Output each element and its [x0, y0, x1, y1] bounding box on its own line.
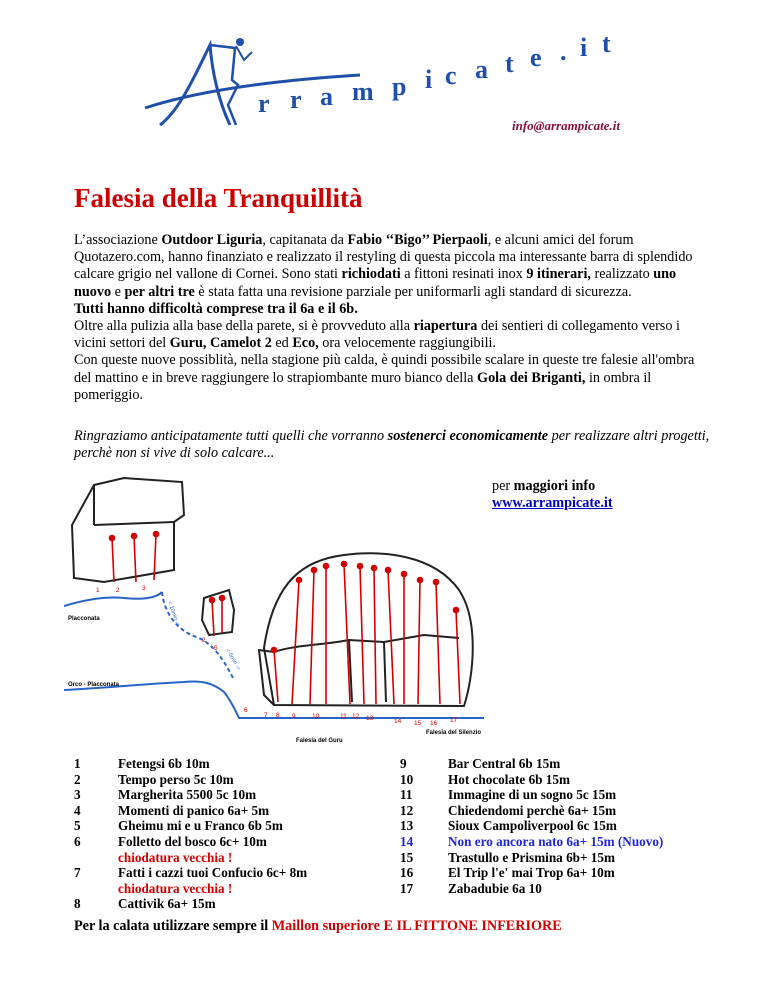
svg-text:r: r	[290, 85, 302, 114]
svg-text:r: r	[258, 89, 270, 118]
thanks-text: Ringraziamo anticipatamente tutti quelli che vorranno sostenerci economicamente per realizzare altri progetti, perchè non si vive di solo calcare...	[74, 428, 710, 462]
svg-text:2: 2	[202, 637, 206, 644]
crag-topo-diagram	[64, 470, 484, 750]
svg-text:c: c	[445, 61, 457, 90]
svg-text:e: e	[530, 43, 542, 72]
svg-text:17: 17	[450, 717, 458, 724]
page-title: Falesia della Tranquillità	[74, 183, 363, 213]
svg-text:13: 13	[366, 715, 374, 722]
website-link[interactable]: www.arrampicate.it	[492, 495, 613, 512]
svg-text:6: 6	[244, 707, 248, 714]
svg-text:i: i	[425, 65, 433, 94]
svg-text:2: 2	[116, 587, 120, 594]
more-info: per maggiori info www.arrampicate.it	[492, 478, 613, 512]
svg-text:i: i	[580, 33, 588, 62]
intro-text: L’associazione Outdoor Liguria, capitanata da Fabio ‘‘Bigo’’ Pierpaoli, e alcuni amici del forum Quotazero.com, hanno finanziato e realizzato il restyling di questa piccola ma interessante barra di splendido calcare grigio nel vallone di Cornei. Sono stati richiodati a fittoni resinati inox 9 itinerari, realizzato uno nuovo e per altri tre è stata fatta una revisione parziale per uniformarli agli standard di sicurezza. Tutti hanno difficoltà comprese tra il 6a e il 6b. Oltre alla pulizia alla base della parete, si è provveduto alla riapertura dei sentieri di collegamento verso i vicini settori del Guru, Camelot 2 ed Eco, ora velocemente raggiungibili. Con queste nuove possiblità, nella stagione più calda, è quindi possibile scalare in queste tre falesie all'ombra del mattino e in breve raggiungere lo strapiombante muro bianco della Gola dei Briganti, in ombra il pomeriggio.	[74, 232, 695, 403]
svg-text:t: t	[505, 49, 514, 78]
svg-text:3: 3	[142, 585, 146, 592]
svg-text:1: 1	[96, 587, 100, 594]
svg-text:.: .	[560, 37, 567, 66]
footer-note: Per la calata utilizzare sempre il Maillon superiore E IL FITTONE INFERIORE	[74, 918, 562, 934]
svg-text:m: m	[352, 77, 374, 106]
svg-text:14: 14	[394, 718, 402, 725]
svg-text:7: 7	[264, 712, 268, 719]
svg-text:12: 12	[352, 713, 360, 720]
label-placconata: Placconata	[68, 616, 100, 622]
label-guru: Falesia del Guru	[296, 738, 343, 744]
svg-text:8: 8	[276, 712, 280, 719]
svg-text:9: 9	[292, 713, 296, 720]
svg-text:a: a	[475, 55, 488, 84]
label-silenzio: Falesia del Silenzio	[426, 730, 482, 736]
svg-text:10: 10	[312, 713, 320, 720]
contact-email[interactable]: info@arrampicate.it	[512, 118, 620, 133]
label-orco: Orco - Placconata	[68, 682, 120, 688]
svg-text:5: 5	[214, 645, 218, 652]
svg-text:p: p	[392, 72, 407, 101]
svg-text:t: t	[602, 30, 611, 58]
svg-text:<-5min ->: <-5min ->	[224, 648, 242, 672]
svg-text:a: a	[320, 82, 333, 111]
svg-text:< 10min ->: < 10min ->	[166, 600, 181, 628]
svg-text:11: 11	[340, 713, 347, 720]
svg-text:15: 15	[414, 720, 422, 727]
svg-text:16: 16	[430, 720, 438, 727]
